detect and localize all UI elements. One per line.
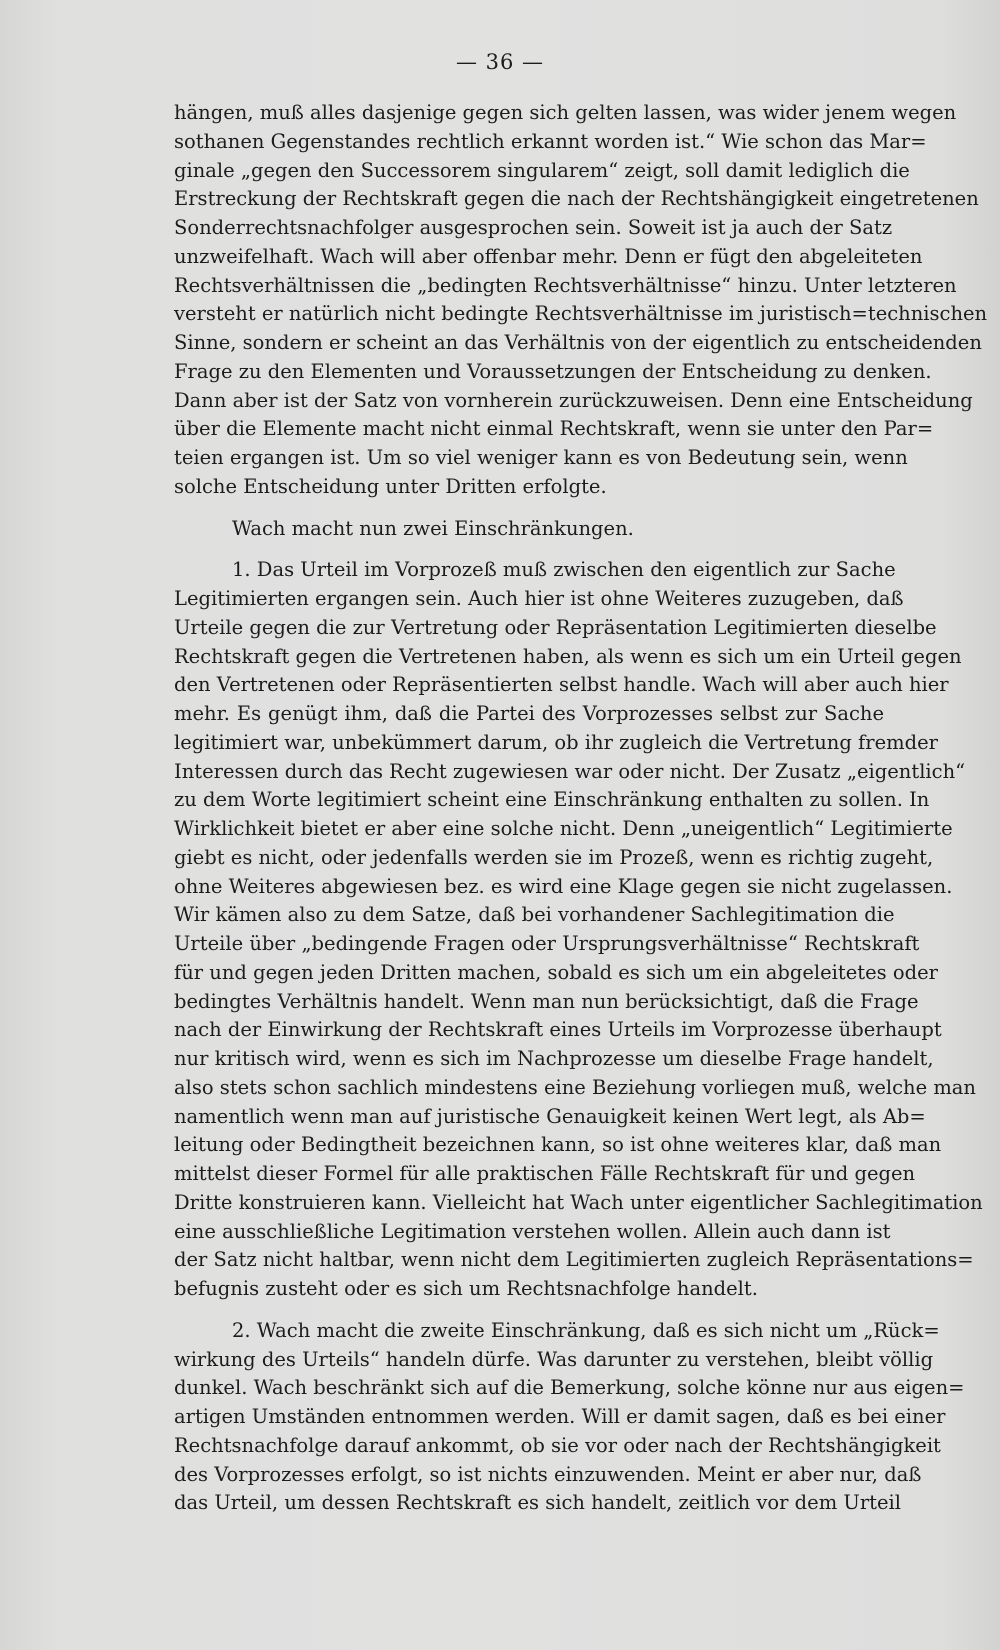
text-line: Wir kämen also zu dem Satze, daß bei vorhandener Sachlegitimation die [174,903,895,927]
text-line: teien ergangen ist. Um so viel weniger kann es von Bedeutung sein, wenn [174,446,908,469]
page-number: — 36 — [455,50,545,74]
text-line: Rechtskraft gegen die Vertretenen haben, als wenn es sich um ein Urteil gegen [174,644,962,668]
text-line: also stets schon sachlich mindestens eine Beziehung vorliegen muß, welche man [174,1075,976,1099]
text-line: solche Entscheidung unter Dritten erfolgte. [174,474,607,498]
text-line: eine ausschließliche Legitimation verstehen wollen. Allein auch dann ist [174,1219,891,1243]
text-line: das Urteil, um dessen Rechtskraft es sich handelt, zeitlich vor dem Urteil [174,1491,901,1515]
paragraph [174,99,988,502]
text-line: für und gegen jeden Dritten machen, sobald es sich um ein abgeleitetes oder [174,960,938,984]
text-line: legitimiert war, unbekümmert darum, ob ihr zugleich die Vertretung fremder [174,730,938,754]
text-line: zu dem Worte legitimiert scheint eine Einschränkung enthalten zu sollen. In [174,788,930,812]
text-line: wirkung des Urteils“ handeln dürfe. Was darunter zu verstehen, bleibt völlig [174,1347,934,1371]
text-line: 2. Wach macht die zweite Einschränkung, daß es sich nicht um „Rück= [232,1318,940,1342]
text-line: Wach macht nun zwei Einschränkungen. [232,516,634,540]
text-line: versteht er natürlich nicht bedingte Rechtsverhältnisse im juristisch=technischen [174,302,988,326]
text-line: Urteile über „bedingende Fragen oder Ursprungsverhältnisse“ Rechtskraft [174,932,920,955]
text-line: Sinne, sondern er scheint an das Verhältnis von der eigentlich zu entscheidenden [174,331,982,354]
text-line: mittelst dieser Formel für alle praktischen Fälle Rechtskraft für und gegen [174,1162,916,1185]
text-line: ohne Weiteres abgewiesen bez. es wird eine Klage gegen sie nicht zugelassen. [174,874,953,898]
text-line: Sonderrechtsnachfolger ausgesprochen sein. Soweit ist ja auch der Satz [174,216,893,239]
text-line: Legitimierten ergangen sein. Auch hier ist ohne Weiteres zuzugeben, daß [174,587,904,610]
paragraph-gap [174,543,884,556]
text-line: namentlich wenn man auf juristische Genauigkeit keinen Wert legt, als Ab= [174,1104,926,1128]
paragraph-gap [174,502,884,515]
text-line: über die Elemente macht nicht einmal Rechtskraft, wenn sie unter den Par= [174,417,934,441]
text-line: sothanen Gegenstandes rechtlich erkannt worden ist.“ Wie schon das Mar= [174,129,927,153]
paragraph [174,515,884,544]
text-line: Dann aber ist der Satz von vornherein zurückzuweisen. Denn eine Entscheidung [174,388,973,412]
text-line: Dritte konstruieren kann. Vielleicht hat Wach unter eigentlicher Sachlegitimation [174,1190,983,1214]
text-line: Rechtsnachfolge darauf ankommt, ob sie vor oder nach der Rechtshängigkeit [174,1433,941,1457]
text-line: hängen, muß alles dasjenige gegen sich gelten lassen, was wider jenem wegen [174,101,957,124]
paragraph [174,556,983,1304]
text-line: Interessen durch das Recht zugewiesen war oder nicht. Der Zusatz „eigentlich“ [174,759,966,783]
text-line: giebt es nicht, oder jedenfalls werden sie im Prozeß, wenn es richtig zugeht, [174,845,934,869]
text-line: Frage zu den Elementen und Voraussetzungen der Entscheidung zu denken. [174,359,932,383]
text-line: Urteile gegen die zur Vertretung oder Repräsentation Legitimierten dieselbe [174,615,937,639]
paragraph [174,1317,965,1518]
text-line: mehr. Es genügt ihm, daß die Partei des Vorprozesses selbst zur Sache [174,702,884,725]
text-line: leitung oder Bedingtheit bezeichnen kann, so ist ohne weiteres klar, daß man [174,1133,942,1157]
text-line: 1. Das Urteil im Vorprozeß muß zwischen den eigentlich zur Sache [232,558,896,582]
text-line: artigen Umständen entnommen werden. Will er damit sagen, daß es bei einer [174,1405,946,1428]
text-line: der Satz nicht haltbar, wenn nicht dem Legitimierten zugleich Repräsentations= [174,1248,974,1272]
text-line: Erstreckung der Rechtskraft gegen die nach der Rechtshängigkeit eingetretenen [174,187,979,211]
text-line: befugnis zusteht oder es sich um Rechtsnachfolge handelt. [174,1277,758,1300]
body-text [174,99,988,1518]
text-line: Rechtsverhältnissen die „bedingten Rechtsverhältnisse“ hinzu. Unter letzteren [174,273,957,297]
text-line: dunkel. Wach beschränkt sich auf die Bemerkung, solche könne nur aus eigen= [174,1376,965,1400]
text-line: nach der Einwirkung der Rechtskraft eines Urteils im Vorprozesse überhaupt [174,1018,942,1042]
text-line: des Vorprozesses erfolgt, so ist nichts einzuwenden. Meint er aber nur, daß [174,1462,922,1486]
text-line: bedingtes Verhältnis handelt. Wenn man nun berücksichtigt, daß die Frage [174,989,919,1013]
text-line: den Vertretenen oder Repräsentierten selbst handle. Wach will aber auch hier [174,673,949,697]
text-line: ginale „gegen den Successorem singularem“ zeigt, soll damit lediglich die [174,158,910,182]
text-line: unzweifelhaft. Wach will aber offenbar mehr. Denn er fügt den abgeleiteten [174,244,923,268]
text-line: nur kritisch wird, wenn es sich im Nachprozesse um dieselbe Frage handelt, [174,1047,934,1070]
paragraph-gap [174,1304,884,1317]
text-line: Wirklichkeit bietet er aber eine solche nicht. Denn „uneigentlich“ Legitimierte [174,817,953,840]
